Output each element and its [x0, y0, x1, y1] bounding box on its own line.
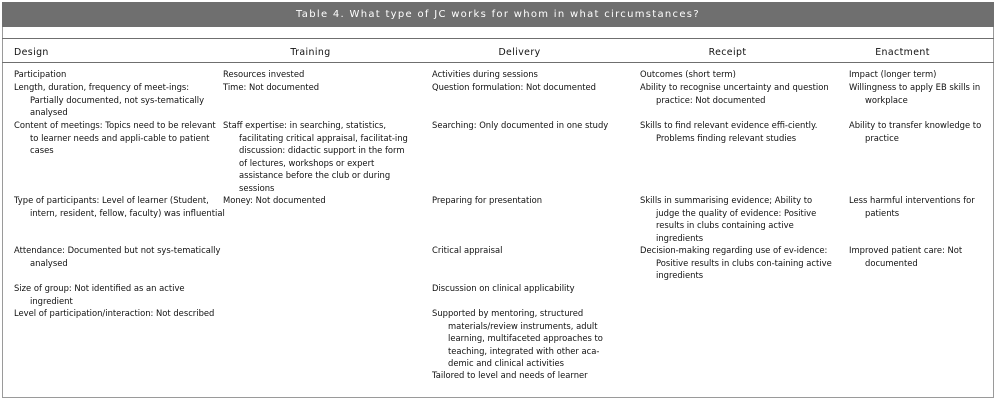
delivery-cell: Supported by mentoring, structured materials/review instruments, adult learning, multifaceted approaches to teaching, integrated with other aca-demic and clinical activities [432, 308, 603, 369]
design-cell: Level of participation/interaction: Not described [14, 308, 215, 318]
header-rule [2, 38, 994, 39]
training-cell: Staff expertise: in searching, statistics, facilitating critical appraisal, facilitat-ing discussion: didactic support in the form of lectures, workshops or expert assistance before the club or during sessions [223, 120, 408, 193]
receipt-cell: Decision-making regarding use of ev-idence: Positive results in clubs con-taining active ingredients [640, 245, 832, 281]
enactment-cell: Willingness to apply EB skills in workplace [849, 82, 981, 105]
receipt-cell: Ability to recognise uncertainty and question practice: Not documented [640, 82, 829, 105]
receipt-cell: Outcomes (short term) [640, 69, 736, 79]
training-cell: Resources invested [223, 69, 305, 79]
table-title: Table 4. What type of JC works for whom in what circumstances? [2, 2, 994, 27]
enactment-cell: Improved patient care: Not documented [849, 245, 963, 268]
delivery-cell: Preparing for presentation [432, 195, 543, 205]
header-enactment: Enactment [875, 47, 930, 58]
design-cell: Size of group: Not identified as an active ingredient [14, 283, 185, 306]
delivery-cell: Discussion on clinical applicability [432, 283, 575, 293]
delivery-cell: Critical appraisal [432, 245, 503, 255]
delivery-cell: Tailored to level and needs of learner [432, 370, 588, 380]
header-design: Design [14, 47, 49, 58]
enactment-cell: Impact (longer term) [849, 69, 937, 79]
design-cell: Participation [14, 69, 67, 79]
receipt-cell: Skills to find relevant evidence effi-ciently. Problems finding relevant studies [640, 120, 818, 143]
delivery-cell: Question formulation: Not documented [432, 82, 596, 92]
delivery-cell: Searching: Only documented in one study [432, 120, 609, 130]
receipt-cell: Skills in summarising evidence; Ability to judge the quality of evidence: Positive results in clubs containing active ingredients [640, 195, 817, 243]
training-cell: Time: Not documented [223, 82, 320, 92]
design-cell: Content of meetings: Topics need to be relevant to learner needs and appli-cable to patient cases [14, 120, 216, 156]
enactment-cell: Ability to transfer knowledge to practice [849, 120, 982, 143]
delivery-cell: Activities during sessions [432, 69, 538, 79]
header-training: Training [290, 47, 331, 58]
training-cell: Money: Not documented [223, 195, 326, 205]
design-cell: Attendance: Documented but not sys-tematically analysed [14, 245, 221, 268]
enactment-cell: Less harmful interventions for patients [849, 195, 975, 218]
design-cell: Type of participants: Level of learner (Student, intern, resident, fellow, faculty) was influential [14, 195, 225, 218]
header-receipt: Receipt [708, 47, 747, 58]
design-cell: Length, duration, frequency of meet-ings: Partially documented, not sys-tematically analysed [14, 82, 205, 118]
subheader-rule [2, 62, 994, 63]
header-delivery: Delivery [498, 47, 541, 58]
